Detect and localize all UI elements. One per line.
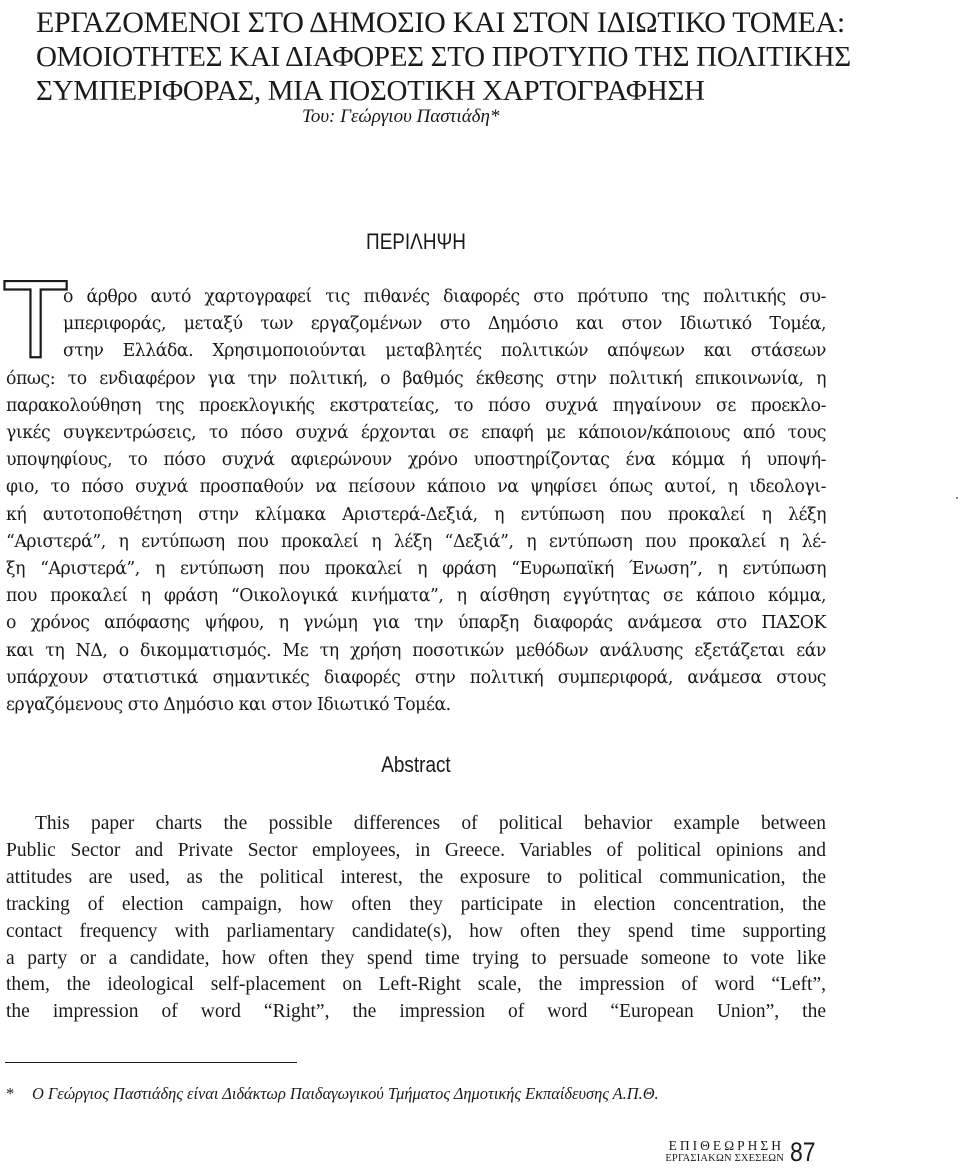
abstract-line: This paper charts the possible differences of political behavior example between (35, 813, 826, 834)
title-line: ΣΥΜΠΕΡΙΦΟΡΑΣ, ΜΙΑ ΠΟΣΟΤΙΚΗ ΧΑΡΤΟΓΡΑΦΗΣΗ (36, 75, 705, 107)
abstract-line: the impression of word “Right”, the impression of word “European Union”, the (6, 1001, 826, 1023)
abstract-line: υποψηφίους, το πόσο συχνά αφιερώνουν χρόνο υποστηρίζοντας ένα κόμμα ή υποψή- (6, 450, 826, 471)
abstract-line: ο άρθρο αυτό χαρτογραφεί τις πιθανές διαφορές στο πρότυπο της πολιτικής συ- (63, 287, 826, 307)
article-title (36, 6, 936, 108)
abstract-line: them, the ideological self-placement on Left-Right scale, the impression of word “Left”, (6, 974, 826, 996)
greek-abstract-body (6, 284, 826, 719)
scan-speck (956, 497, 958, 499)
footnote-divider (5, 1062, 297, 1063)
abstract-line: παρακολούθηση της προεκλογικής εκστρατείας, το πόσο συχνά πηγαίνουν σε προεκλο- (6, 395, 826, 416)
journal-name-line: ΕΡΓΑΣΙΑΚΩΝ ΣΧΕΣΕΩΝ (665, 1153, 784, 1164)
footnote-mark: * (6, 1084, 15, 1103)
journal-name (648, 1139, 784, 1165)
footnote-text: Ο Γεώργιος Παστιάδης είναι Διδάκτωρ Παιδαγωγικού Τμήματος Δημοτικής Εκπαίδευσης Α.Π.Θ. (32, 1084, 659, 1103)
greek-abstract-heading: ΠΕΡΙΛΗΨΗ (366, 229, 466, 254)
abstract-line: στην Ελλάδα. Χρησιμοποιούνται μεταβλητές πολιτικών απόψεων και στάσεων (63, 341, 826, 362)
abstract-line: γικές συγκεντρώσεις, το πόσο συχνά έρχονται σε επαφή με κάποιον/κάποιους από τους (6, 423, 826, 444)
article-author: Του: Γεώργιου Παστιάδη* (302, 106, 500, 127)
page-number: 87 (790, 1137, 816, 1167)
abstract-line: εργαζόμενους στο Δημόσιο και στον Ιδιωτικό Τομέα. (6, 695, 451, 716)
footnote (6, 1084, 659, 1104)
abstract-line: που προκαλεί η φράση “Οικολογικά κινήματα”, η αίσθηση εγγύτητας σε κάποιο κόμμα, (6, 586, 826, 607)
abstract-line: contact frequency with parliamentary candidate(s), how often they spend time supporting (6, 920, 826, 942)
drop-cap: Τ (2, 258, 70, 381)
abstract-line: tracking of election campaign, how often they participate in election concentration, the (6, 893, 826, 915)
abstract-line: υπάρχουν στατιστικά σημαντικές διαφορές στην πολιτική συμπεριφορά, ανάμεσα στους (6, 667, 826, 688)
abstract-line: μπεριφοράς, μεταξύ των εργαζομένων στο Δημόσιο και στον Ιδιωτικό Τομέα, (63, 314, 826, 335)
abstract-line: ο χρόνος απόφασης ψήφου, η γνώμη για την ύπαρξη διαφοράς ανάμεσα στο ΠΑΣΟΚ (6, 613, 826, 634)
title-line: ΕΡΓΑΖΟΜΕΝΟΙ ΣΤΟ ΔΗΜΟΣΙΟ ΚΑΙ ΣΤΟΝ ΙΔΙΩΤΙΚΟ ΤΟΜΕΑ: (36, 6, 845, 39)
abstract-line: attitudes are used, as the political interest, the exposure to political communication, the (6, 866, 826, 888)
abstract-line: a party or a candidate, how often they spend time trying to persuade someone to vote like (6, 947, 826, 969)
abstract-line: και τη ΝΔ, ο δικομματισμός. Με τη χρήση ποσοτικών μεθόδων ανάλυσης εξετάζεται εάν (6, 640, 826, 661)
abstract-line: “Αριστερά”, η εντύπωση που προκαλεί η λέξη “Δεξιά”, η εντύπωση που προκαλεί η λέ- (6, 531, 826, 552)
english-abstract-body (6, 811, 826, 1026)
title-line: ΟΜΟΙΟΤΗΤΕΣ ΚΑΙ ΔΙΑΦΟΡΕΣ ΣΤΟ ΠΡΟΤΥΠΟ ΤΗΣ ΠΟΛΙΤΙΚΗΣ (36, 41, 851, 73)
abstract-line: Public Sector and Private Sector employees, in Greece. Variables of political opinions and (6, 839, 826, 861)
abstract-line: ξη “Αριστερά”, η εντύπωση που προκαλεί η φράση “Ευρωπαϊκή Ένωση”, η εντύπωση (6, 559, 826, 580)
abstract-line: κή αυτοτοποθέτηση στην κλίμακα Αριστερά-Δεξιά, η εντύπωση που προκαλεί η λέξη (6, 504, 826, 525)
abstract-line: φιο, το πόσο συχνά προσπαθούν να πείσουν κάποιο να ψηφίσει όπως αυτοί, η ιδεολογι- (6, 477, 826, 498)
abstract-line: όπως: το ενδιαφέρον για την πολιτική, ο βαθμός έκθεσης στην πολιτική επικοινωνία, η (6, 368, 826, 389)
journal-name-line: ΕΠΙΘΕΩΡΗΣΗ (668, 1138, 784, 1153)
english-abstract-heading: Abstract (381, 752, 451, 777)
